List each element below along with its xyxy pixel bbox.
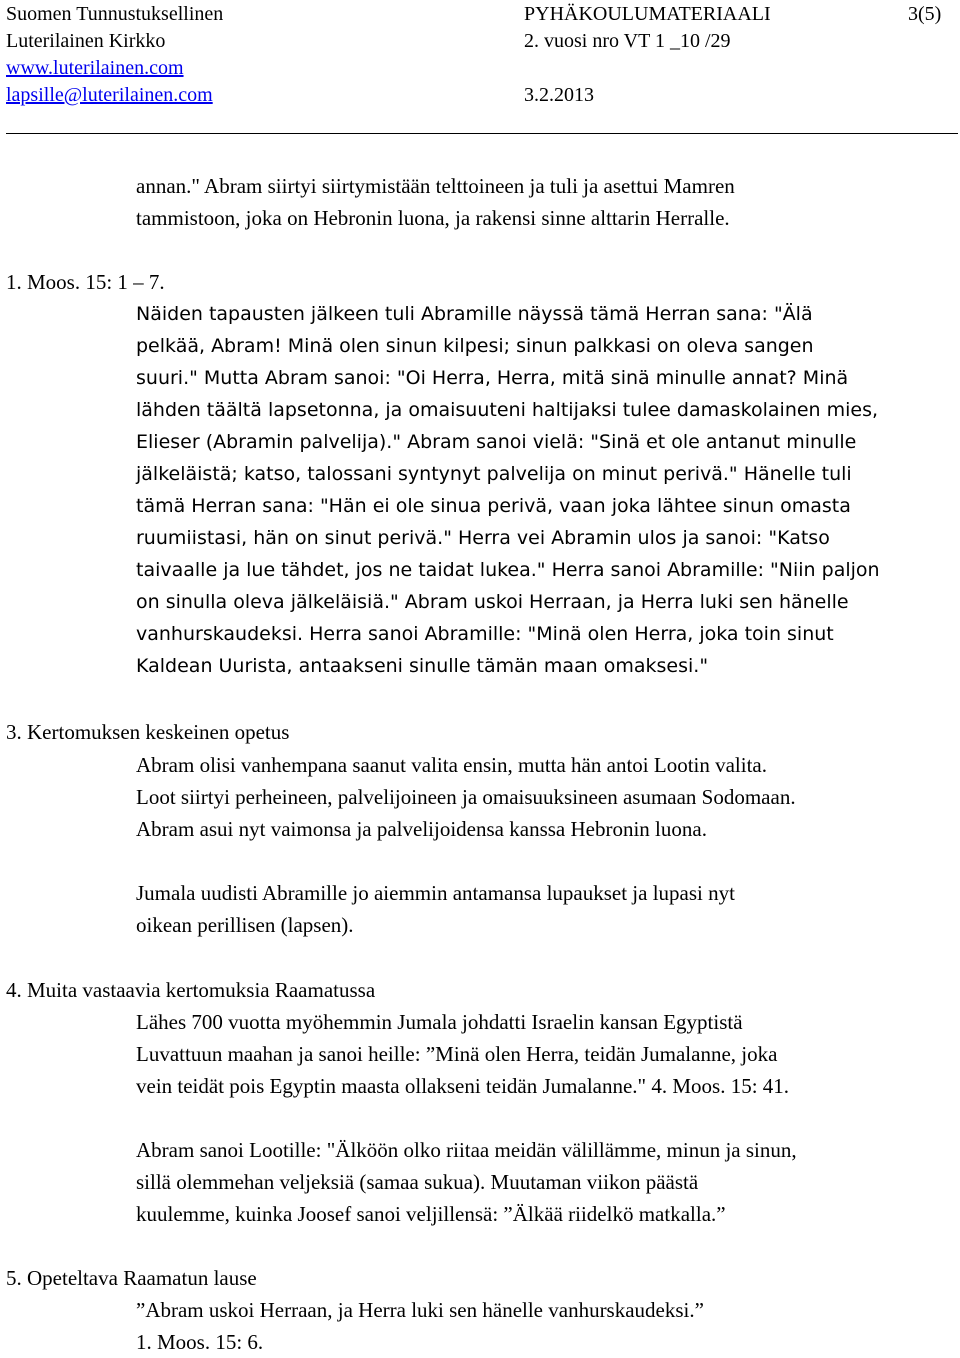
section3-line: Loot siirtyi perheineen, palvelijoineen ja omaisuuksineen asumaan Sodomaan. [136,785,796,809]
scripture-line: taivaalle ja lue tähdet, jos ne taidat lukea." Herra sanoi Abramille: "Niin paljon [136,559,880,581]
top-paragraph-line2: tammistoon, joka on Hebronin luona, ja rakensi sinne alttarin Herralle. [136,206,730,230]
section4-line: Lähes 700 vuotta myöhemmin Jumala johdatti Israelin kansan Egyptistä [136,1010,743,1034]
scripture-line: vanhurskaudeksi. Herra sanoi Abramille: "Minä olen Herra, joka toin sinut [136,623,834,645]
org-name-line1: Suomen Tunnustuksellinen [6,3,224,25]
document-date: 3.2.2013 [524,84,594,106]
section4-line: Luvattuun maahan ja sanoi heille: ”Minä olen Herra, teidän Jumalanne, joka [136,1042,778,1066]
email-link-wrap [6,83,213,107]
memory-verse: ”Abram uskoi Herraan, ja Herra luki sen hänelle vanhurskaudeksi.” [136,1298,704,1322]
scripture-line: on sinulla oleva jälkeläisiä." Abram uskoi Herraan, ja Herra luki sen hänelle [136,591,849,613]
material-title: PYHÄKOULUMATERIAALI [524,3,771,25]
scripture-reference: 1. Moos. 15: 1 – 7. [6,270,165,294]
email-link[interactable]: lapsille@luterilainen.com [6,84,213,106]
section4-line: kuulemme, kuinka Joosef sanoi veljillensä: ”Älkää riidelkö matkalla.” [136,1202,726,1226]
section-heading: 4. Muita vastaavia kertomuksia Raamatussa [6,978,376,1002]
section4-line: vein teidät pois Egyptin maasta ollakseni teidän Jumalanne." 4. Moos. 15: 41. [136,1074,790,1098]
scripture-line: ruumiistasi, hän on sinut perivä." Herra vei Abramin ulos ja sanoi: "Katso [136,527,830,549]
scripture-line: lähden täältä lapsetonna, ja omaisuuteni haltijaksi tulee damaskolainen mies, [136,399,879,421]
org-name-line2: Luterilainen Kirkko [6,30,166,52]
scripture-line: Elieser (Abramin palvelija)." Abram sanoi vielä: "Sinä et ole antanut minulle [136,431,857,453]
scripture-line: tämä Herran sana: "Hän ei ole sinua perivä, vaan joka lähtee sinun omasta [136,495,851,517]
section4-line: Abram sanoi Lootille: "Älköön olko riitaa meidän välillämme, minun ja sinun, [136,1138,797,1162]
scripture-line: suuri." Mutta Abram sanoi: "Oi Herra, Herra, mitä sinä minulle annat? Minä [136,367,849,389]
website-link[interactable]: www.luterilainen.com [6,57,184,79]
section4-line: sillä olemmehan veljeksiä (samaa sukua). Muutaman viikon päästä [136,1170,699,1194]
section3-line: Jumala uudisti Abramille jo aiemmin antamansa lupaukset ja lupasi nyt [136,881,735,905]
scripture-line: Kaldean Uurista, antaakseni sinulle tämän maan omaksesi." [136,655,709,677]
section-heading: 5. Opeteltava Raamatun lause [6,1266,257,1290]
section3-line: oikean perillisen (lapsen). [136,913,354,937]
memory-verse-reference: 1. Moos. 15: 6. [136,1330,264,1354]
scripture-line: pelkää, Abram! Minä olen sinun kilpesi; sinun palkkasi on oleva sangen [136,335,814,357]
scripture-line: Näiden tapausten jälkeen tuli Abramille näyssä tämä Herran sana: "Älä [136,303,813,325]
section3-line: Abram olisi vanhempana saanut valita ensin, mutta hän antoi Lootin valita. [136,753,768,777]
section-heading: 3. Kertomuksen keskeinen opetus [6,720,290,744]
header-divider [6,133,958,134]
section3-line: Abram asui nyt vaimonsa ja palvelijoidensa kanssa Hebronin luona. [136,817,707,841]
website-link-wrap [6,56,184,80]
series-info: 2. vuosi nro VT 1 _10 /29 [524,30,731,52]
page-number: 3(5) [908,3,942,25]
scripture-line: jälkeläistä; katso, talossani syntynyt palvelija on minut perivä." Hänelle tuli [136,463,852,485]
top-paragraph-line1: annan." Abram siirtyi siirtymistään telttoineen ja tuli ja asettui Mamren [136,174,735,198]
